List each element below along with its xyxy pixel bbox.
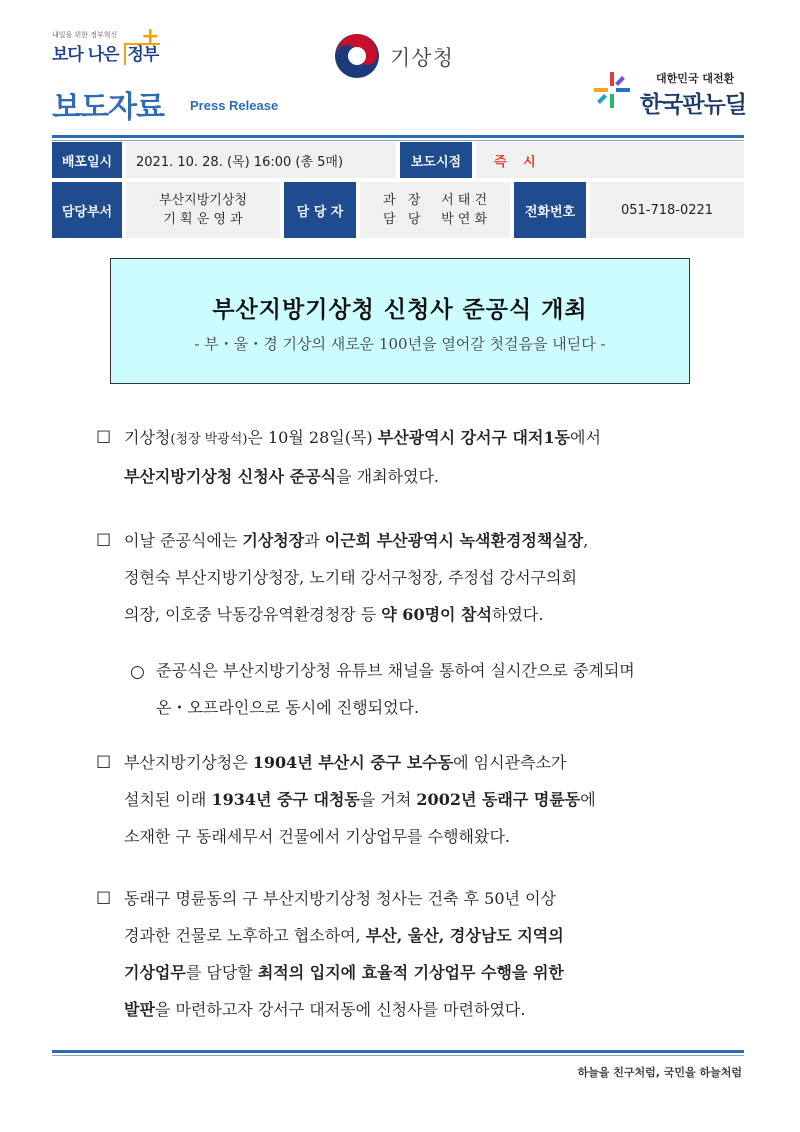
headline-box: [110, 258, 690, 384]
department-label: 담당부서: [52, 182, 122, 238]
p1-text-d: 부산광역시 강서구 대저1동: [377, 428, 571, 447]
checkbox-bullet-icon: ☐: [96, 428, 112, 448]
p3-line2-d: 2002년 동래구 명륜동: [416, 790, 581, 809]
paragraph-3: [124, 744, 596, 855]
p4-line3-b: 를 담당할: [185, 963, 258, 982]
p2-line3-b: 약 60명이 참석: [381, 605, 492, 624]
s1-line1: 준공식은 부산지방기상청 유튜브 채널을 통하여 실시간으로 중계되며: [156, 661, 635, 680]
p4-line2-b: 부산, 울산, 경상남도 지역의: [365, 926, 564, 945]
p3-line2-b: 1934년 중구 대청동: [211, 790, 360, 809]
gov-tagline: 내일을 위한 정부혁신: [52, 31, 118, 39]
newdeal-logo-icon: [592, 70, 632, 110]
gov-slogan-accent: 정부: [124, 43, 161, 65]
department-line-2: 기 획 운 영 과: [163, 212, 243, 227]
p3-line2-c: 을 거쳐: [359, 790, 417, 809]
p2-text-b: 기상청장: [242, 531, 305, 550]
p3-line2-a: 설치된 이래: [124, 790, 212, 809]
footer-slogan: 하늘을 친구처럼, 국민을 하늘처럼: [577, 1066, 742, 1079]
p4-line3-a: 기상업무: [124, 963, 186, 982]
p1-text-b: (청장 박광석): [170, 432, 248, 447]
plus-icon: +: [141, 24, 160, 49]
p1-line2-a: 부산지방기상청 신청사 준공식: [124, 467, 337, 486]
paragraph-2: [124, 522, 588, 633]
contact-value: [360, 182, 510, 238]
newdeal-tagline: 대한민국 대전환: [656, 72, 735, 85]
phone-label: 전화번호: [514, 182, 586, 238]
p1-line2-b: 을 개최하였다.: [336, 467, 439, 486]
p2-line3-a: 의장, 이호중 낙동강유역환경청장 등: [124, 605, 382, 624]
footer-divider-thin: [52, 1055, 744, 1056]
sub-paragraph: [156, 652, 635, 726]
p4-line1: 동래구 명륜동의 구 부산지방기상청 청사는 건축 후 50년 이상: [124, 889, 556, 908]
department-line-1: 부산지방기상청: [159, 193, 247, 208]
kma-emblem-icon: [333, 32, 381, 80]
department-value: [126, 182, 280, 238]
release-date-value: 2021. 10. 28. (목) 16:00 (총 5매): [126, 142, 396, 178]
checkbox-bullet-icon: ☐: [96, 531, 112, 551]
embargo-value: 즉 시: [476, 142, 744, 178]
circle-bullet-icon: ○: [130, 662, 145, 682]
header-divider: [52, 135, 744, 138]
p3-line2-e: 에: [580, 790, 596, 809]
p3-text-a: 부산지방기상청은: [124, 753, 253, 772]
s1-line2: 온・오프라인으로 동시에 진행되었다.: [156, 698, 420, 717]
contact-label: 담 당 자: [284, 182, 356, 238]
p4-line4-a: 발판: [124, 1000, 155, 1019]
p4-line4-b: 을 마련하고자 강서구 대저동에 신청사를 마련하였다.: [154, 1000, 526, 1019]
p3-text-b: 1904년 부산시 중구 보수동: [252, 753, 454, 772]
p2-text-a: 이날 준공식에는: [124, 531, 243, 550]
p2-text-c: 과: [304, 531, 325, 550]
gov-slogan-text: 보다 나은: [52, 45, 119, 65]
header-divider-thin: [52, 140, 744, 141]
paragraph-4: [124, 880, 564, 1028]
embargo-label: 보도시점: [400, 142, 472, 178]
p2-line3-c: 하였다.: [491, 605, 544, 624]
phone-value: 051-718-0221: [590, 182, 744, 238]
agency-name: 기상청: [390, 46, 454, 70]
checkbox-bullet-icon: ☐: [96, 753, 112, 773]
paragraph-1: [124, 419, 601, 495]
headline: 부산지방기상청 신청사 준공식 개최: [212, 297, 588, 323]
subheadline: - 부・울・경 기상의 새로운 100년을 열어갈 첫걸음을 내딛다 -: [194, 335, 606, 353]
footer-divider: [52, 1050, 744, 1053]
p3-text-c: 에 임시관측소가: [453, 753, 567, 772]
p2-line2: 정현숙 부산지방기상청장, 노기태 강서구청장, 주정섭 강서구의회: [124, 568, 577, 587]
p4-line3-c: 최적의 입지에 효율적 기상업무 수행을 위한: [257, 963, 564, 982]
contact-line-1: 과 장 서 태 건: [382, 193, 488, 208]
contact-line-2: 담 당 박 연 화: [382, 212, 488, 227]
p3-line3: 소재한 구 동래세무서 건물에서 기상업무를 수행해왔다.: [124, 827, 511, 846]
p1-text-e: 에서: [570, 428, 601, 447]
p1-text-a: 기상청: [124, 428, 171, 447]
press-release-subtitle: Press Release: [190, 98, 279, 113]
p1-text-c: 은 10월 28일(목): [247, 428, 378, 447]
p2-text-d: 이근희 부산광역시 녹색환경정책실장: [324, 531, 584, 550]
newdeal-name: 한국판뉴딜: [640, 92, 747, 118]
release-date-label: 배포일시: [52, 142, 122, 178]
checkbox-bullet-icon: ☐: [96, 889, 112, 909]
p4-line2-a: 경과한 건물로 노후하고 협소하여,: [124, 926, 366, 945]
press-release-title: 보도자료: [52, 90, 164, 125]
p2-text-e: ,: [583, 531, 589, 550]
